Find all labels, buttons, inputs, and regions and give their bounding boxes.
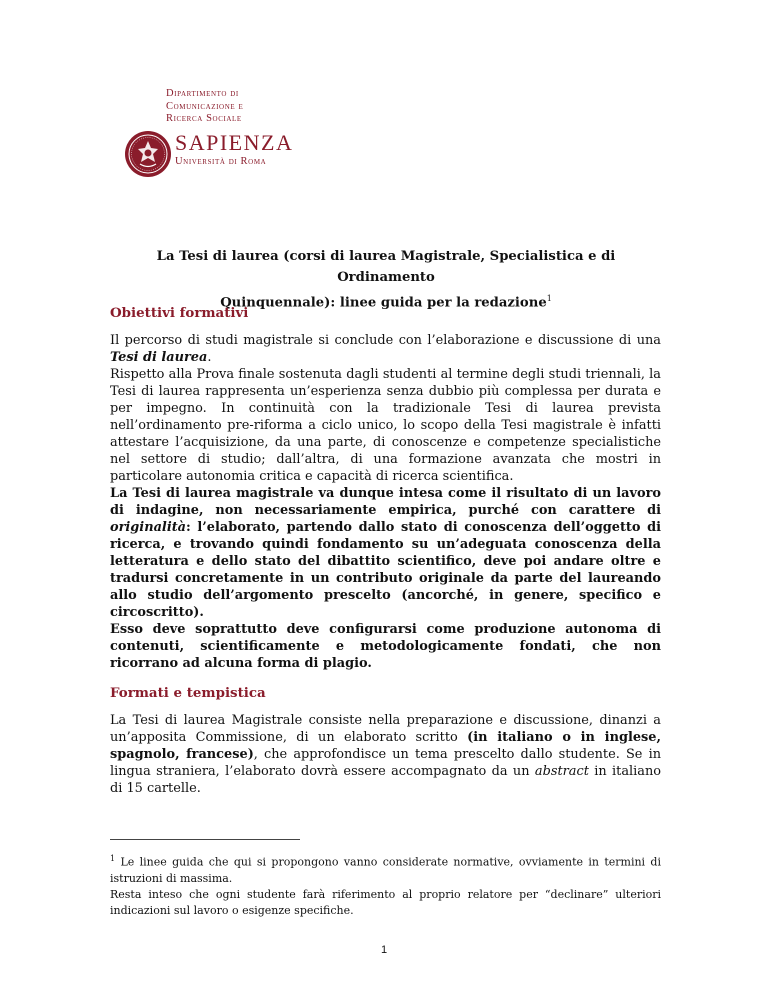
footnote-separator: [110, 839, 300, 840]
title-line-2: Quinquennale): linee guida per la redazione$^1$: [220, 294, 552, 311]
section-heading-formats: Formati e tempistica: [110, 685, 266, 701]
section-heading-objectives: Obiettivi formativi: [110, 305, 249, 321]
brand: [175, 131, 293, 168]
department-line: Dipartimento di: [166, 88, 239, 99]
paragraph: La Tesi di laurea Magistrale consiste nella preparazione e discussione, dinanzi a un’apposita Commissione, di un elaborato scritto (in italiano o in inglese, spagnolo, francese), che approfondisce un tema prescelto dallo studente. Se in lingua straniera, l’elaborato dovrà essere accompagnato da un abstract in italiano di 15 cartelle.: [110, 713, 662, 796]
brand-subtitle: Università di Roma: [175, 156, 267, 167]
footnote-number: 1: [110, 854, 116, 863]
brand-name: SAPIENZA: [175, 130, 294, 155]
department-line: Comunicazione e: [166, 100, 244, 112]
paragraph: Rispetto alla Prova finale sostenuta dagli studenti al termine degli studi triennali, la Tesi di laurea rappresenta un’esperienza senza dubbio più complessa per durata e per impegno. In continuità con la tradizionale Tesi di laurea prevista nell’ordinamento pre-riforma a ciclo unico, lo scopo della Tesi magistrale è infatti attestare l’acquisizione, da una parte, di conoscenze e competenze specialistiche nel settore di studio; dall’altra, di una formazione avanzata che mostri in particolare autonomia critica e capacità di ricerca scientifica.: [110, 367, 661, 484]
paragraph-emphasis: Esso deve soprattutto deve configurarsi come produzione autonoma di contenuti, scientificamente e metodologicamente fondati, che non ricorrano ad alcuna forma di plagio.: [110, 622, 661, 671]
department-name: [166, 88, 316, 126]
sapienza-seal-logo: [124, 130, 172, 178]
page-number: 1: [380, 944, 388, 956]
footnote: $^1$ Le linee guida che qui si propongono vanno considerate normative, ovviamente in termini di istruzioni di massima. Resta inteso che ogni studente farà riferimento al proprio relatore per “declinare” ulteriori indicazioni sul lavoro o esigenze specifiche.: [110, 854, 661, 917]
paragraph-emphasis: La Tesi di laurea magistrale va dunque intesa come il risultato di un lavoro di indagine, non necessariamente empirica, purché con carattere di originalità: l’elaborato, partendo dallo stato di conoscenza dell’oggetto di ricerca, e trovando quindi fondamento su un’adeguata conoscenza della letteratura e dello stato del dibattito scientifico, deve poi andare oltre e tradursi concretamente in un contributo originale da parte del laureando allo studio dell’argomento prescelto (ancorché, in genere, specifico e circoscritto).: [110, 486, 661, 620]
document-body: [110, 304, 661, 797]
department-line: Ricerca Sociale: [166, 113, 242, 124]
title-line-1: La Tesi di laurea (corsi di laurea Magistrale, Specialistica e di Ordinamento: [156, 249, 616, 285]
footnote-reference: 1: [546, 294, 552, 303]
paragraph: Il percorso di studi magistrale si conclude con l’elaborazione e discussione di una Tesi di laurea.: [110, 333, 661, 365]
